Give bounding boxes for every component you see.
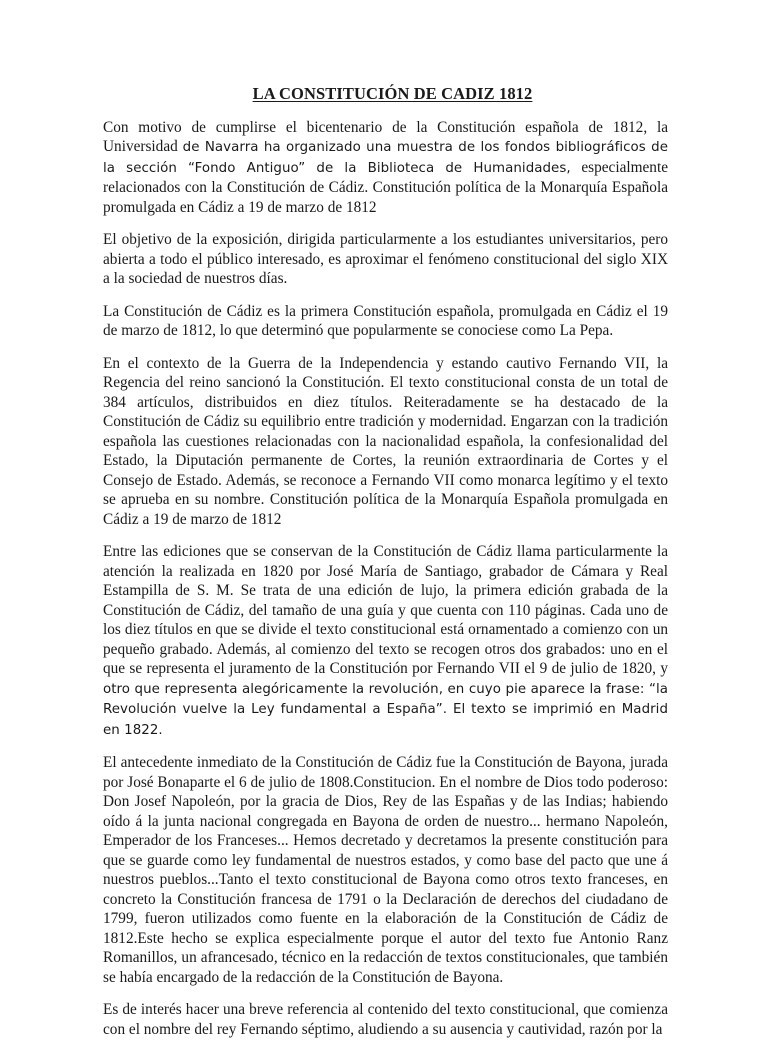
paragraph-6-run-1: El antecedente inmediato de la Constitución de Cádiz fue la Constitución de Bayona, jurada por José Bonaparte el 6 de julio de 1808.Constitucion. En el nombre de Dios todo poderoso: Don Josef Napoleón, por la gracia de Dios, Rey de las Españas y de las Indias; habiendo oído á la junta nacional congregada en Bayona de orden de nuestro... hermano Napoleón, Emperador de los Franceses... Hemos decretado y decretamos la presente constitución para que se guarde como ley fundamental de nuestros estados, y como base del pacto que une á nuestros pueblos...Tanto el texto constitucional de Bayona como otros texto franceses, en concreto la Constitución francesa de 1791 o la Declaración de derechos del ciudadano de 1799, fueron utilizados como fuente en la elaboración de la Constitución de Cádiz de 1812.Este hecho se explica especialmente porque el autor del texto fue Antonio Ranz Romanillos, un afrancesado, técnico en la redacción de textos constitucionales, que también se había encargado de la redacción de la Constitución de Bayona.	[103, 754, 668, 986]
paragraph-4-run-1: En el contexto de la Guerra de la Independencia y estando cautivo Fernando VII, la Regencia del reino sancionó la Constitución. El texto constitucional consta de un total de 384 artículos, distribuidos en diez títulos. Reiteradamente se ha destacado de la Constitución de Cádiz su equilibrio entre tradición y modernidad. Engarzan con la tradición española las cuestiones relacionadas con la nacionalidad española, la confesionalidad del Estado, la Diputación permanente de Cortes, la reunión extraordinaria de Cortes y el Consejo de Estado. Además, se reconoce a Fernando VII como monarca legítimo y el texto se aprueba en su nombre. Constitución política de la Monarquía Española promulgada en Cádiz a 19 de marzo de 1812	[103, 354, 668, 528]
paragraph-6	[103, 753, 668, 987]
paragraph-1-run-3: especialmente relacionados con la Constitución de Cádiz. Constitución política de la Monarquía Española promulgada en Cádiz a 19 de marzo de 1812	[103, 158, 668, 216]
paragraph-3-run-1: La Constitución de Cádiz es la primera Constitución española, promulgada en Cádiz el 19 de marzo de 1812, lo que determinó que popularmente se conociese como La Pepa.	[103, 302, 668, 339]
document-title: LA CONSTITUCIÓN DE CADIZ 1812	[252, 84, 533, 103]
paragraph-2-run-1: El objetivo de la exposición, dirigida particularmente a los estudiantes universitarios, pero abierta a todo el público interesado, es aproximar el fenómeno constitucional del siglo XIX a la sociedad de nuestros días.	[103, 231, 668, 287]
paragraph-5	[103, 542, 668, 740]
paragraph-1-run-2: de Navarra ha organizado una muestra de los fondos bibliográficos de la sección “Fondo Antiguo” de la Biblioteca de Humanidades,	[103, 140, 668, 176]
paragraph-1-run-1: Con motivo de cumplirse el bicentenario de la Constitución española de 1812, la Universidad	[103, 118, 668, 155]
paragraph-5-run-1: Entre las ediciones que se conservan de la Constitución de Cádiz llama particularmente la atención la realizada en 1820 por José María de Santiago, grabador de Cámara y Real Estampilla de S. M. Se trata de una edición de lujo, la primera edición grabada de la Constitución de Cádiz, del tamaño de una guía y que cuenta con 110 páginas. Cada uno de los diez títulos en que se divide el texto constitucional está ornamentado a comienzo con un pequeño grabado. Además, al comienzo del texto se recogen otros dos grabados: uno en el que se representa el juramento de la Constitución por Fernando VII el 9 de julio de 1820, y	[103, 543, 668, 677]
paragraph-5-run-2: otro que representa alegóricamente la revolución, en cuyo pie aparece la frase: “la Revolución vuelve la Ley fundamental a España”. El texto se imprimió en Madrid en 1822.	[103, 681, 668, 738]
paragraph-7	[103, 1000, 668, 1039]
paragraph-2	[103, 230, 668, 289]
document-page	[103, 84, 668, 1052]
paragraph-3	[103, 302, 668, 341]
paragraph-7-run-1: Es de interés hacer una breve referencia al contenido del texto constitucional, que comienza con el nombre del rey Fernando séptimo, aludiendo a su ausencia y cautividad, razón por la	[103, 1001, 668, 1038]
paragraph-1	[103, 118, 668, 218]
paragraph-4	[103, 354, 668, 530]
